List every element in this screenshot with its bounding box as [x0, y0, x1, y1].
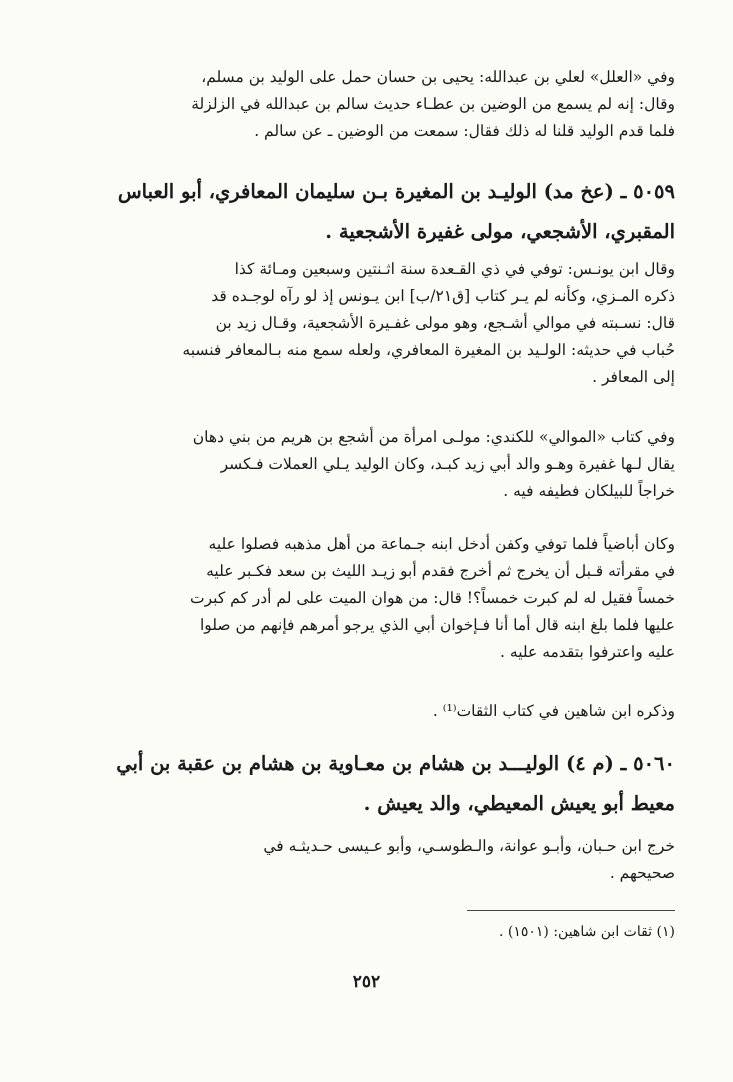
paragraph-sahih	[58, 833, 675, 887]
page-number: ٢٥٢	[352, 972, 381, 992]
heading-line: ٥٠٥٩ ـ (عخ مد) الوليـد بن المغيرة بـن سليمان المعافري، أبو العباس	[117, 180, 675, 203]
text-line: وقال ابن يونـس: توفي في ذي القـعدة سنة اثـنتين وسبعين ومـائة كذا	[234, 260, 675, 278]
text-line: وفي كتاب «الموالي» للكندي: مولـى امرأة من أشجع بن هريم من بني دهان	[192, 428, 675, 446]
entry-heading-5059	[58, 172, 675, 252]
heading-line: المقبري، الأشجعي، مولى غفيرة الأشجعية .	[325, 220, 675, 243]
text-line: صحيحهم .	[609, 864, 675, 882]
text-line: حُباب في حديثه: الولـيد بن المغيرة المعافري، ولعله سمع منه بـالمعافر فنسبه	[182, 341, 675, 359]
text-line: وقال: إنه لم يسمع من الوضين بن عطـاء حديث سالم بن عبدالله في الزلزلة	[191, 95, 675, 113]
text-line: خمساً فقيل له لم كبرت خمساً؟! قال: من هوان الميت على لم أدر كم كبرت	[190, 589, 675, 607]
paragraph-ibn-shahin	[58, 698, 675, 725]
heading-line: ٥٠٦٠ ـ (م ٤) الوليـــد بن هشام بن معـاوية بن هشام بن عقبة بن أبي	[116, 752, 675, 775]
entry-heading-5060	[58, 744, 675, 824]
paragraph-ilal	[58, 64, 675, 145]
text-line: عليها فلما بلغ ابنه قال أما أنا فـإخوان أبي الذي يرجو أمرهم فإنهم من صلوا	[199, 616, 675, 634]
text-line: وذكره ابن شاهين في كتاب الثقات⁽¹⁾ .	[432, 702, 675, 720]
heading-line: معيط أبو يعيش المعيطي، والد يعيش .	[363, 792, 675, 815]
text-line: عليه واعترفوا بتقدمه عليه .	[500, 643, 675, 661]
paragraph-mawali	[58, 424, 675, 505]
text-line: وفي «العلل» لعلي بن عبدالله: يحيى بن حسان حمل على الوليد بن مسلم،	[201, 68, 675, 86]
text-line: خرج ابن حـبان، وأبـو عوانة، والـطوسـي، وأبو عـيسى حـديثـه في	[263, 837, 675, 855]
text-line: وكان أباضياً فلما توفي وكفن أدخل ابنه جـماعة من أهل مذهبه فصلوا عليه	[208, 535, 675, 553]
text-line: قال: نسـبته في موالي أشـجع، وهو مولى غفـيرة الأشجعية، وقـال زيد بن	[215, 314, 675, 332]
text-line: يقال لـها غفيرة وهـو والد أبي زيد كبـد، وكان الوليد يـلي العملات فـكسر	[220, 455, 675, 473]
text-line: ذكره المـزي، وكأنه لم يـر كتاب [ق٢١/ب] ابن يـونس إذ لو رآه لوجـده قد	[211, 287, 675, 305]
paragraph-ibadi	[58, 531, 675, 666]
text-line: فلما قدم الوليد قلنا له ذلك فقال: سمعت من الوضين ـ عن سالم .	[254, 122, 675, 140]
text-line: في مقرأته قـبل أن يخرج ثم أخرج فقدم أبو زيـد الليث بن سعد فكـبر عليه	[206, 562, 675, 580]
footnote: (١) ثقات ابن شاهين: (١٥٠١) .	[498, 924, 675, 940]
text-line: إلى المعافر .	[592, 368, 675, 386]
footnote-divider	[467, 910, 675, 911]
paragraph-ibn-yunus	[58, 256, 675, 391]
text-line: خراجاً للبيلكان فطيفه فيه .	[503, 482, 675, 500]
